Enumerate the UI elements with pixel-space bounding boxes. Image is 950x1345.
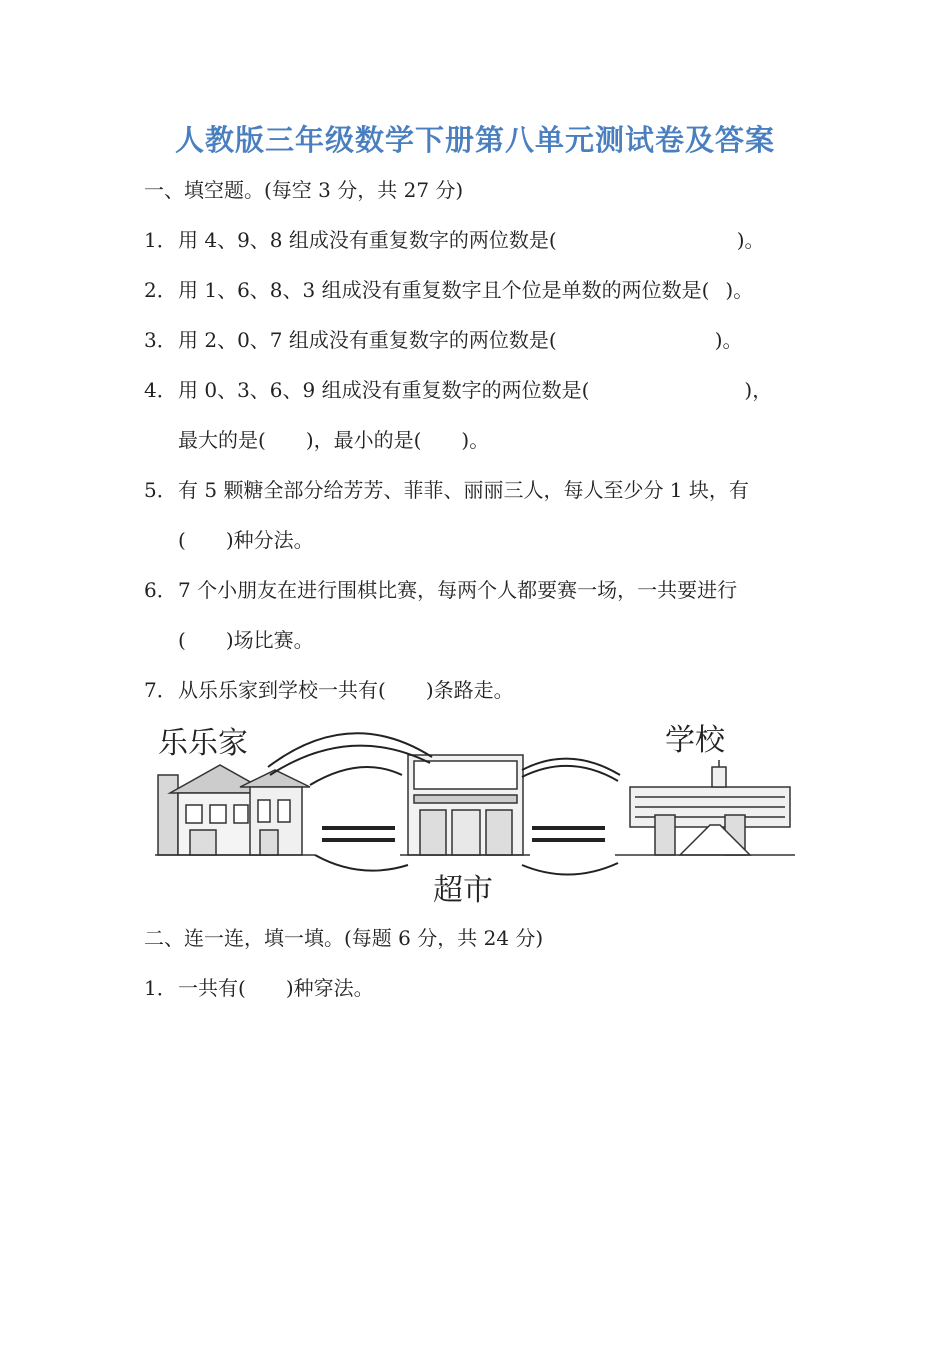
- question-close: )。: [714, 328, 743, 352]
- paren-open: (: [178, 628, 186, 652]
- question-6-line2: [178, 626, 314, 654]
- route-diagram: [150, 715, 800, 910]
- question-text: 一共有(: [178, 976, 246, 1000]
- home-label: 乐乐家: [158, 726, 248, 761]
- max-label: 最大的是(: [178, 428, 266, 452]
- question-text: 有 5 颗糖全部分给芳芳、菲菲、丽丽三人，每人至少分 1 块，有: [178, 478, 749, 502]
- paren-open: (: [178, 528, 186, 552]
- question-number: 2．: [144, 278, 177, 302]
- question-text: 7 个小朋友在进行围棋比赛，每两个人都要赛一场，一共要进行: [178, 578, 738, 602]
- question-6: [144, 576, 737, 604]
- question-3: [144, 326, 743, 354]
- min-label: )，最小的是(: [305, 428, 422, 452]
- question-5: [144, 476, 749, 504]
- question-close: )种穿法。: [285, 976, 374, 1000]
- school-icon: [615, 760, 795, 855]
- question-close: )。: [461, 428, 490, 452]
- question-number: 4．: [144, 378, 177, 402]
- question-number: 1．: [144, 976, 177, 1000]
- section2-question-1: [144, 974, 374, 1002]
- question-close: )场比赛。: [225, 628, 314, 652]
- route-illustration: [150, 715, 800, 910]
- question-text: 从乐乐家到学校一共有(: [178, 678, 386, 702]
- house-icon: [155, 765, 315, 855]
- section2-heading: 二、连一连，填一填。(每题 6 分，共 24 分): [144, 926, 544, 950]
- question-close: )种分法。: [225, 528, 314, 552]
- question-number: 6．: [144, 578, 177, 602]
- question-close: )。: [725, 278, 754, 302]
- question-text: 用 1、6、8、3 组成没有重复数字且个位是单数的两位数是(: [178, 278, 710, 302]
- roads-market-school: [522, 759, 620, 875]
- question-4: [144, 376, 772, 404]
- question-2: [144, 276, 753, 304]
- question-text: 用 0、3、6、9 组成没有重复数字的两位数是(: [178, 378, 590, 402]
- question-7: [144, 676, 514, 704]
- question-close: )，: [744, 378, 773, 402]
- question-number: 1．: [144, 228, 177, 252]
- question-close: )条路走。: [425, 678, 514, 702]
- question-number: 5．: [144, 478, 177, 502]
- question-1: [144, 226, 765, 254]
- school-label: 学校: [665, 723, 725, 758]
- market-label: 超市: [433, 873, 493, 908]
- question-number: 7．: [144, 678, 177, 702]
- supermarket-icon: [400, 755, 530, 855]
- section1-heading: 一、填空题。(每空 3 分，共 27 分): [144, 178, 464, 202]
- page-title: 人教版三年级数学下册第八单元测试卷及答案: [174, 123, 775, 157]
- question-4-line2: [178, 426, 489, 454]
- question-text: 用 2、0、7 组成没有重复数字的两位数是(: [178, 328, 557, 352]
- question-close: )。: [736, 228, 765, 252]
- question-5-line2: [178, 526, 314, 554]
- question-text: 用 4、9、8 组成没有重复数字的两位数是(: [178, 228, 557, 252]
- question-number: 3．: [144, 328, 177, 352]
